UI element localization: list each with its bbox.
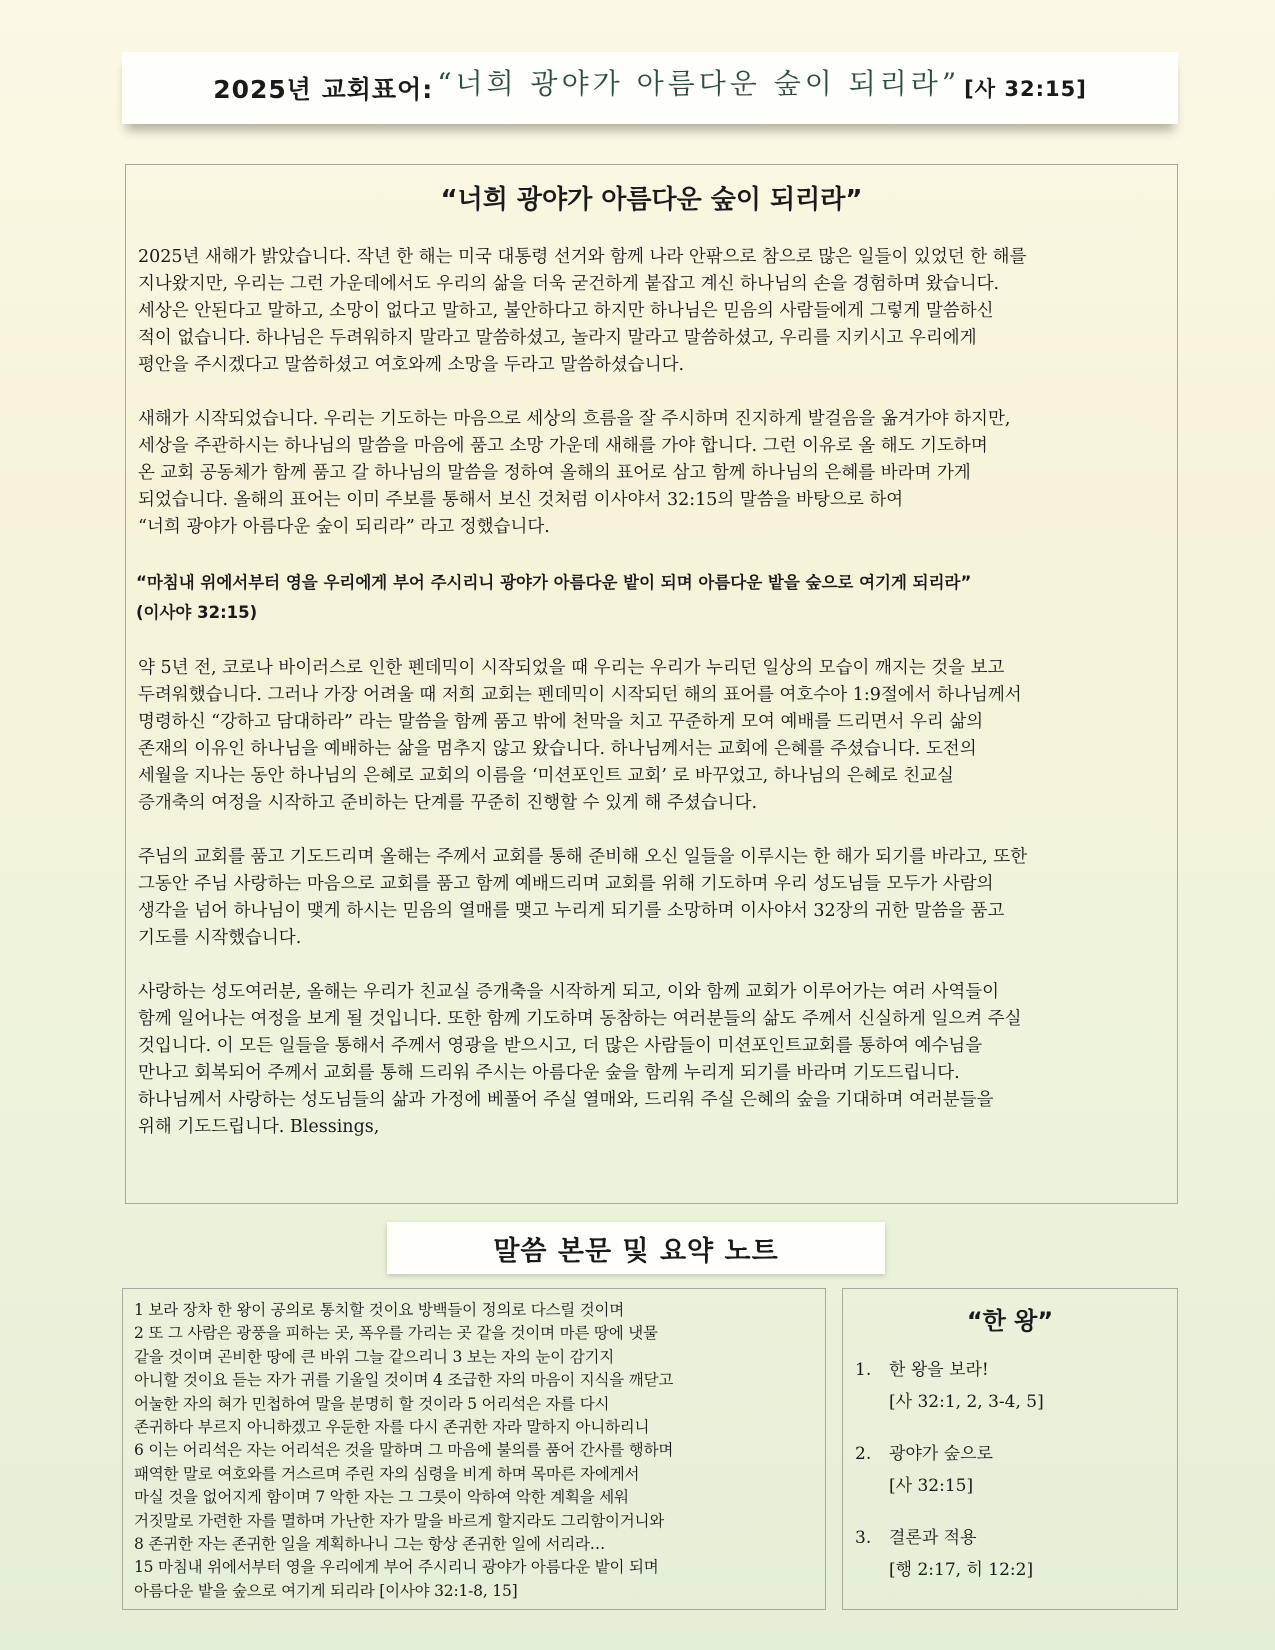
verse-reference: (이사야 32:15): [136, 603, 258, 622]
text-line: 것입니다. 이 모든 일들을 통해서 주께서 영광을 받으시고, 더 많은 사람들이 미션포인트교회를 통하여 예수님을: [138, 1036, 983, 1056]
text-line: 세상을 주관하시는 하나님의 말씀을 마음에 품고 소망 가운데 새해를 가야 합니다. 그런 이유로 올 해도 기도하며: [138, 436, 988, 456]
text-line: 두려워했습니다. 그러나 가장 어려울 때 저희 교회는 펜데믹이 시작되던 해의 표어를 여호수아 1:9절에서 하나님께서: [138, 685, 1022, 705]
scripture-line: 6 이는 어리석은 자는 어리석은 것을 말하며 그 마음에 불의를 품어 간사를 행하며: [134, 1441, 674, 1460]
outline-number: 2.: [855, 1444, 872, 1464]
key-verse: [136, 568, 1167, 628]
text-line: 함께 일어나는 여정을 보게 될 것입니다. 또한 함께 기도하며 동참하는 여러분들의 삶도 주께서 신실하게 일으켜 주실: [138, 1009, 1022, 1029]
scripture-line: 거짓말로 가련한 자를 멸하며 가난한 자가 말을 바르게 할지라도 그리함이거니와: [134, 1511, 665, 1530]
banner-reference: [사 32:15]: [964, 77, 1087, 101]
outline-reference: [사 32:15]: [889, 1476, 974, 1496]
scripture-line: 2 또 그 사람은 광풍을 피하는 곳, 폭우를 가리는 곳 같을 것이며 마른 땅에 냇물: [134, 1324, 658, 1343]
scripture-line: 존귀하다 부르지 아니하겠고 우둔한 자를 다시 존귀한 자라 말하지 아니하리니: [134, 1418, 650, 1437]
text-line: 적이 없습니다. 하나님은 두려워하지 말라고 말씀하셨고, 놀라지 말라고 말씀하셨고, 우리를 지키시고 우리에게: [138, 328, 977, 348]
text-line: 하나님께서 사랑하는 성도님들의 삶과 가정에 베풀어 주실 열매와, 드리워 주실 은혜의 숲을 기대하며 여러분들을: [138, 1090, 994, 1110]
motto-banner: [122, 52, 1178, 124]
paragraph-1: [136, 244, 1167, 379]
section-title: 말씀 본문 및 요약 노트: [387, 1222, 885, 1274]
outline-item: [855, 1522, 1177, 1586]
outline-heading: 광야가 숲으로: [889, 1444, 993, 1464]
outline-reference: [사 32:1, 2, 3-4, 5]: [889, 1392, 1044, 1412]
text-line: 세월을 지나는 동안 하나님의 은혜로 교회의 이름을 ‘미션포인트 교회’ 로 바꾸었고, 하나님의 은혜로 친교실: [138, 766, 954, 786]
text-line: 되었습니다. 올해의 표어는 이미 주보를 통해서 보신 것처럼 이사야서 32:15의 말씀을 바탕으로 하여: [138, 490, 904, 510]
scripture-line: 아니할 것이요 듣는 자가 귀를 기울일 것이며 4 조급한 자의 마음이 지식을 깨닫고: [134, 1371, 674, 1390]
text-line: 평안을 주시겠다고 말씀하셨고 여호와께 소망을 두라고 말씀하셨습니다.: [138, 355, 685, 375]
paragraph-5: [136, 979, 1167, 1141]
banner-prefix: 2025년 교회표어:: [213, 75, 434, 104]
scripture-line: 8 존귀한 자는 존귀한 일을 계획하나니 그는 항상 존귀한 일에 서리라…: [134, 1535, 606, 1554]
outline-title: “한 왕”: [966, 1307, 1054, 1335]
text-line: 2025년 새해가 밝았습니다. 작년 한 해는 미국 대통령 선거와 함께 나라 안팎으로 참으로 많은 일들이 있었던 한 해를: [138, 247, 1027, 267]
verse-text: “마침내 위에서부터 영을 우리에게 부어 주시리니 광야가 아름다운 밭이 되며 아름다운 밭을 숲으로 여기게 되리라”: [136, 573, 972, 592]
text-line: 온 교회 공동체가 함께 품고 갈 하나님의 말씀을 정하여 올해의 표어로 삼고 함께 하나님의 은혜를 바라며 가게: [138, 463, 971, 483]
pastor-letter-box: [125, 164, 1178, 1204]
text-line: 증개축의 여정을 시작하고 준비하는 단계를 꾸준히 진행할 수 있게 해 주셨습니다.: [138, 793, 758, 813]
scripture-line: 1 보라 장차 한 왕이 공의로 통치할 것이요 방백들이 정의로 다스릴 것이며: [134, 1301, 625, 1319]
outline-item: [855, 1354, 1177, 1418]
text-line: 세상은 안된다고 말하고, 소망이 없다고 말하고, 불안하다고 하지만 하나님은 믿음의 사람들에게 그렇게 말씀하신: [138, 301, 994, 321]
scripture-line: 같을 것이며 곤비한 땅에 큰 바위 그늘 같으리니 3 보는 자의 눈이 감기지: [134, 1347, 615, 1366]
scripture-text-box: [122, 1288, 826, 1610]
outline-heading: 결론과 적용: [889, 1528, 977, 1548]
text-line: “너희 광야가 아름다운 숲이 되리라” 라고 정했습니다.: [138, 517, 550, 537]
outline-heading: 한 왕을 보라!: [889, 1360, 989, 1380]
text-line: 사랑하는 성도여러분, 올해는 우리가 친교실 증개축을 시작하게 되고, 이와 함께 교회가 이루어가는 여러 사역들이: [138, 982, 1000, 1002]
text-line: 기도를 시작했습니다.: [138, 928, 302, 948]
scripture-line: 아름다운 밭을 숲으로 여기게 되리라 [이사야 32:1-8, 15]: [134, 1581, 518, 1600]
text-line: 주님의 교회를 품고 기도드리며 올해는 주께서 교회를 통해 준비해 오신 일들을 이루시는 한 해가 되기를 바라고, 또한: [138, 847, 1028, 867]
banner-motto: “너희 광야가 아름다운 숲이 되리라”: [437, 67, 961, 100]
scripture-line: 마실 것을 없어지게 함이며 7 악한 자는 그 그릇이 악하여 악한 계획을 세워: [134, 1488, 629, 1507]
letter-title: “너희 광야가 아름다운 숲이 되리라”: [440, 185, 863, 215]
scripture-line: 어눌한 자의 혀가 민첩하여 말을 분명히 할 것이라 5 어리석은 자를 다시: [134, 1394, 610, 1413]
text-line: 약 5년 전, 코로나 바이러스로 인한 펜데믹이 시작되었을 때 우리는 우리가 누리던 일상의 모습이 깨지는 것을 보고: [138, 658, 1005, 678]
scripture-line: 패역한 말로 여호와를 거스르며 주린 자의 심령을 비게 하며 목마른 자에게서: [134, 1464, 640, 1483]
paragraph-2: [136, 406, 1167, 541]
text-line: 지나왔지만, 우리는 그런 가운데에서도 우리의 삶을 더욱 굳건하게 붙잡고 계신 하나님의 손을 경험하며 왔습니다.: [138, 274, 1000, 294]
paragraph-4: [136, 844, 1167, 952]
text-line: 그동안 주님 사랑하는 마음으로 교회를 품고 함께 예배드리며 교회를 위해 기도하며 우리 성도님들 모두가 사람의: [138, 874, 994, 894]
scripture-line: 15 마침내 위에서부터 영을 우리에게 부어 주시리니 광야가 아름다운 밭이 되며: [134, 1558, 659, 1577]
outline-item: [855, 1438, 1177, 1502]
paragraph-3: [136, 655, 1167, 817]
text-line: 명령하신 “강하고 담대하라” 라는 말씀을 함께 품고 밖에 천막을 치고 꾸준하게 모여 예배를 드리면서 우리 삶의: [138, 712, 984, 732]
outline-number: 3.: [855, 1528, 872, 1548]
outline-reference: [행 2:17, 히 12:2]: [889, 1560, 1034, 1580]
text-line: 위해 기도드립니다. Blessings,: [138, 1117, 380, 1137]
text-line: 생각을 넘어 하나님이 맺게 하시는 믿음의 열매를 맺고 누리게 되기를 소망하며 이사야서 32장의 귀한 말씀을 품고: [138, 901, 1005, 921]
text-line: 만나고 회복되어 주께서 교회를 통해 드리워 주시는 아름다운 숲을 함께 누리게 되기를 바라며 기도드립니다.: [138, 1063, 960, 1083]
text-line: 새해가 시작되었습니다. 우리는 기도하는 마음으로 세상의 흐름을 잘 주시하며 진지하게 발걸음을 옮겨가야 하지만,: [138, 409, 1011, 429]
sermon-outline-box: [842, 1288, 1178, 1610]
text-line: 존재의 이유인 하나님을 예배하는 삶을 멈추지 않고 왔습니다. 하나님께서는 교회에 은혜를 주셨습니다. 도전의: [138, 739, 977, 759]
outline-number: 1.: [855, 1360, 872, 1380]
